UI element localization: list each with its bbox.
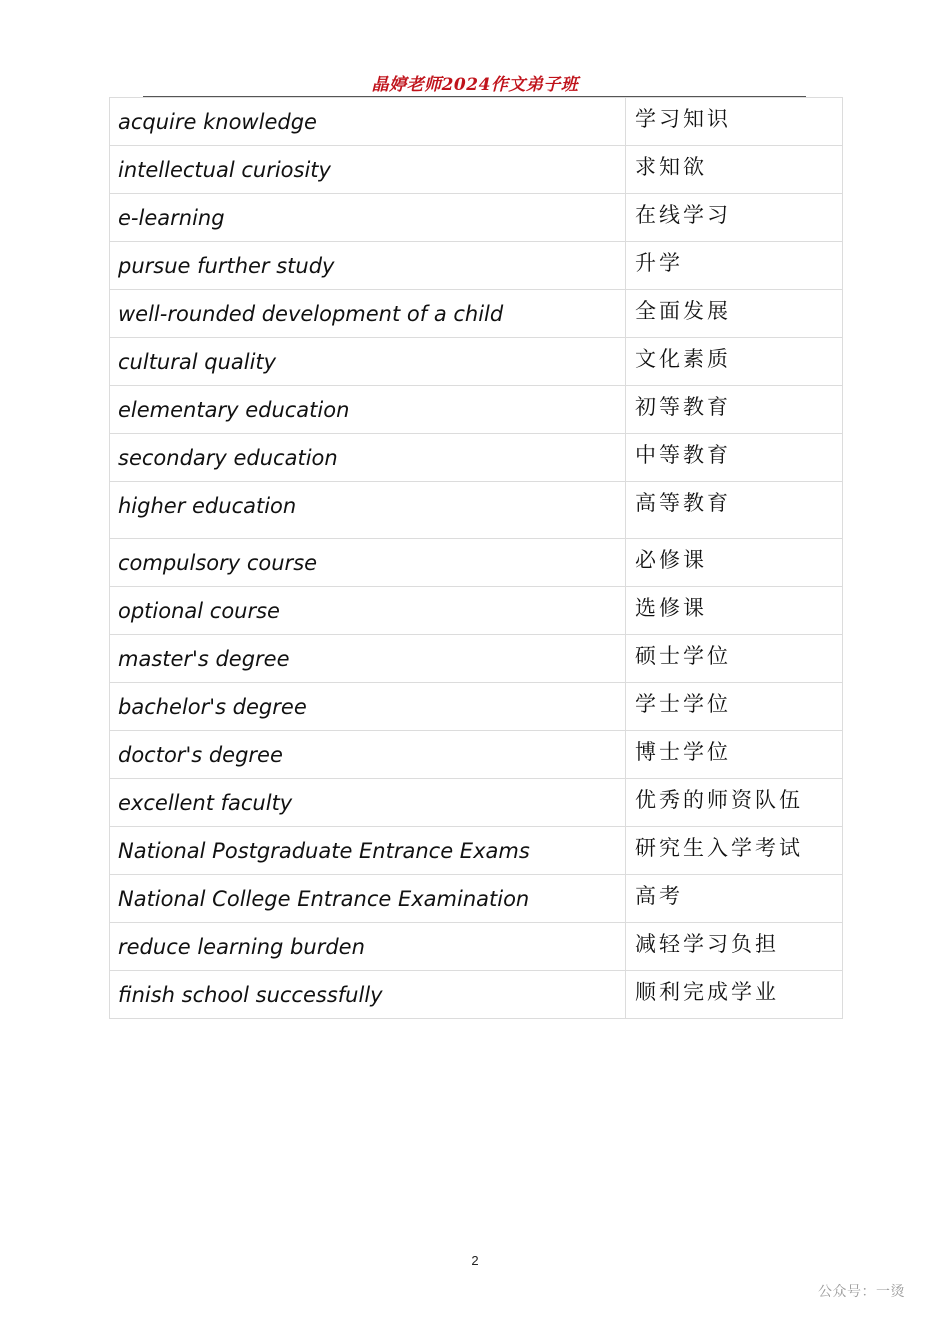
english-cell xyxy=(110,875,626,923)
chinese-term: 学习知识 xyxy=(635,107,731,131)
english-cell xyxy=(110,731,626,779)
chinese-term: 选修课 xyxy=(635,596,707,620)
table-row xyxy=(110,539,843,587)
chinese-term: 减轻学习负担 xyxy=(635,932,779,956)
chinese-cell xyxy=(626,587,843,635)
table-row xyxy=(110,827,843,875)
english-term: higher education xyxy=(118,494,297,518)
english-term: intellectual curiosity xyxy=(118,158,331,182)
english-term: bachelor's degree xyxy=(118,695,307,719)
english-term: cultural quality xyxy=(118,350,277,374)
page-header-title: 晶婷老师2024作文弟子班 xyxy=(371,75,579,95)
english-cell xyxy=(110,98,626,146)
table-row xyxy=(110,290,843,338)
table-row xyxy=(110,587,843,635)
table-row xyxy=(110,635,843,683)
table-row xyxy=(110,482,843,539)
english-term: finish school successfully xyxy=(118,983,383,1007)
chinese-cell xyxy=(626,434,843,482)
chinese-cell xyxy=(626,539,843,587)
chinese-cell xyxy=(626,194,843,242)
chinese-term: 升学 xyxy=(635,251,683,275)
english-term: master's degree xyxy=(118,647,290,671)
english-cell xyxy=(110,587,626,635)
english-term: excellent faculty xyxy=(118,791,293,815)
chinese-cell xyxy=(626,338,843,386)
english-term: reduce learning burden xyxy=(118,935,365,959)
english-term: well-rounded development of a child xyxy=(118,302,504,326)
chinese-term: 高考 xyxy=(635,884,683,908)
chinese-cell xyxy=(626,875,843,923)
watermark-text: 公众号：一烫 xyxy=(818,1284,905,1300)
page-number: 2 xyxy=(471,1253,479,1268)
table-row xyxy=(110,434,843,482)
chinese-cell xyxy=(626,683,843,731)
english-term: compulsory course xyxy=(118,551,318,575)
english-cell xyxy=(110,539,626,587)
chinese-cell xyxy=(626,923,843,971)
english-term: elementary education xyxy=(118,398,350,422)
chinese-cell xyxy=(626,779,843,827)
chinese-term: 硕士学位 xyxy=(635,644,731,668)
english-cell xyxy=(110,482,626,539)
table-row xyxy=(110,146,843,194)
chinese-cell xyxy=(626,386,843,434)
english-cell xyxy=(110,971,626,1019)
english-cell xyxy=(110,434,626,482)
chinese-term: 必修课 xyxy=(635,548,707,572)
chinese-term: 研究生入学考试 xyxy=(635,836,803,860)
english-cell xyxy=(110,338,626,386)
english-cell xyxy=(110,146,626,194)
english-cell xyxy=(110,290,626,338)
table-row xyxy=(110,242,843,290)
english-term: National College Entrance Examination xyxy=(118,887,530,911)
english-term: pursue further study xyxy=(118,254,335,278)
chinese-term: 求知欲 xyxy=(635,155,707,179)
table-row xyxy=(110,98,843,146)
table-row xyxy=(110,731,843,779)
english-cell xyxy=(110,194,626,242)
chinese-term: 文化素质 xyxy=(635,347,731,371)
chinese-cell xyxy=(626,242,843,290)
chinese-term: 在线学习 xyxy=(635,203,731,227)
english-term: optional course xyxy=(118,599,280,623)
english-term: doctor's degree xyxy=(118,743,283,767)
table-row xyxy=(110,875,843,923)
chinese-term: 中等教育 xyxy=(635,443,731,467)
chinese-cell xyxy=(626,731,843,779)
english-cell xyxy=(110,635,626,683)
chinese-cell xyxy=(626,290,843,338)
table-row xyxy=(110,338,843,386)
chinese-term: 顺利完成学业 xyxy=(635,980,779,1004)
chinese-term: 博士学位 xyxy=(635,740,731,764)
table-row xyxy=(110,386,843,434)
chinese-cell xyxy=(626,971,843,1019)
table-row xyxy=(110,194,843,242)
chinese-term: 初等教育 xyxy=(635,395,731,419)
english-cell xyxy=(110,827,626,875)
chinese-term: 学士学位 xyxy=(635,692,731,716)
english-cell xyxy=(110,923,626,971)
vocabulary-table xyxy=(109,97,843,1019)
chinese-cell xyxy=(626,827,843,875)
chinese-cell xyxy=(626,146,843,194)
chinese-cell xyxy=(626,98,843,146)
table-row xyxy=(110,779,843,827)
table-row xyxy=(110,923,843,971)
chinese-cell xyxy=(626,482,843,539)
chinese-cell xyxy=(626,635,843,683)
chinese-term: 全面发展 xyxy=(635,299,731,323)
english-term: e-learning xyxy=(118,206,225,230)
english-term: secondary education xyxy=(118,446,338,470)
english-cell xyxy=(110,386,626,434)
table-row xyxy=(110,683,843,731)
english-cell xyxy=(110,242,626,290)
english-term: acquire knowledge xyxy=(118,110,317,134)
english-cell xyxy=(110,683,626,731)
table-row xyxy=(110,971,843,1019)
english-term: National Postgraduate Entrance Exams xyxy=(118,839,530,863)
english-cell xyxy=(110,779,626,827)
chinese-term: 优秀的师资队伍 xyxy=(635,788,803,812)
chinese-term: 高等教育 xyxy=(635,491,731,515)
